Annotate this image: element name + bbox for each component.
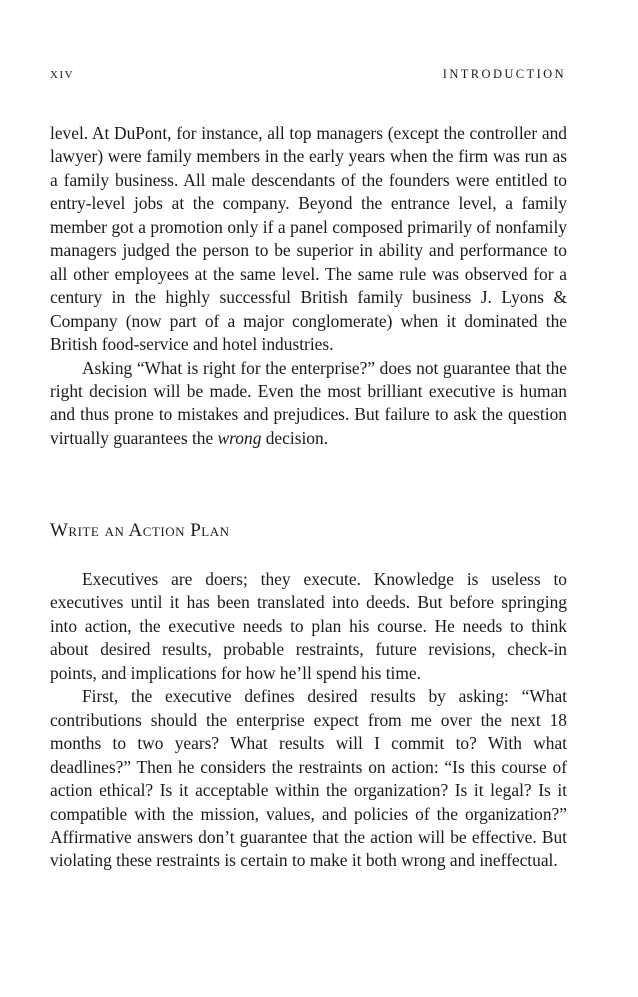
body-text-bottom [50,568,567,873]
paragraph-executives: Executives are doers; they execute. Knowledge is useless to executives until it has been translated into deeds. But before springing into action, the executive needs to plan his course. He needs to think about desired results, probable restraints, future revisions, check-in points, and implications for how he’ll spend his time. [50,569,567,683]
paragraph-asking [50,357,567,451]
page-number: xiv [50,66,75,82]
emphasis-text: wrong [217,427,262,448]
body-text-top [50,122,567,450]
paragraph-continuation: level. At DuPont, for instance, all top managers (except the controller and lawyer) were family members in the early years when the firm was run as a family business. All male descendants of the founders were entitled to entry-level jobs at the company. Beyond the entrance level, a family member got a promotion only if a panel composed primarily of nonfamily managers judged the person to be superior in ability and performance to all other employees at the same level. The same rule was observed for a century in the highly successful British family business J. Lyons & Company (now part of a major conglomerate) when it dominated the British food-service and hotel industries. [50,123,567,355]
paragraph-text: decision. [261,427,329,448]
chapter-title: INTRODUCTION [442,67,566,81]
section-heading: Write an Action Plan [50,520,230,541]
paragraph-text: Asking “What is right for the enterprise?” does not guarantee that the right decision will be made. Even the most brilliant executive is human and thus prone to mistakes and prejudices. But failure to ask the question virtually guarantees the [50,357,567,448]
running-head [50,66,566,86]
paragraph-first: First, the executive defines desired results by asking: “What contributions should the enterprise expect from me over the next 18 months to two years? What results will I commit to? With what deadlines?” Then he considers the restraints on action: “Is this course of action ethical? Is it acceptable within the organization? Is it legal? Is it compatible with the mission, values, and policies of the organization?” Affirmative answers don’t guarantee that the action will be effective. But violating these restraints is certain to make it both wrong and ineffectual. [50,686,567,871]
